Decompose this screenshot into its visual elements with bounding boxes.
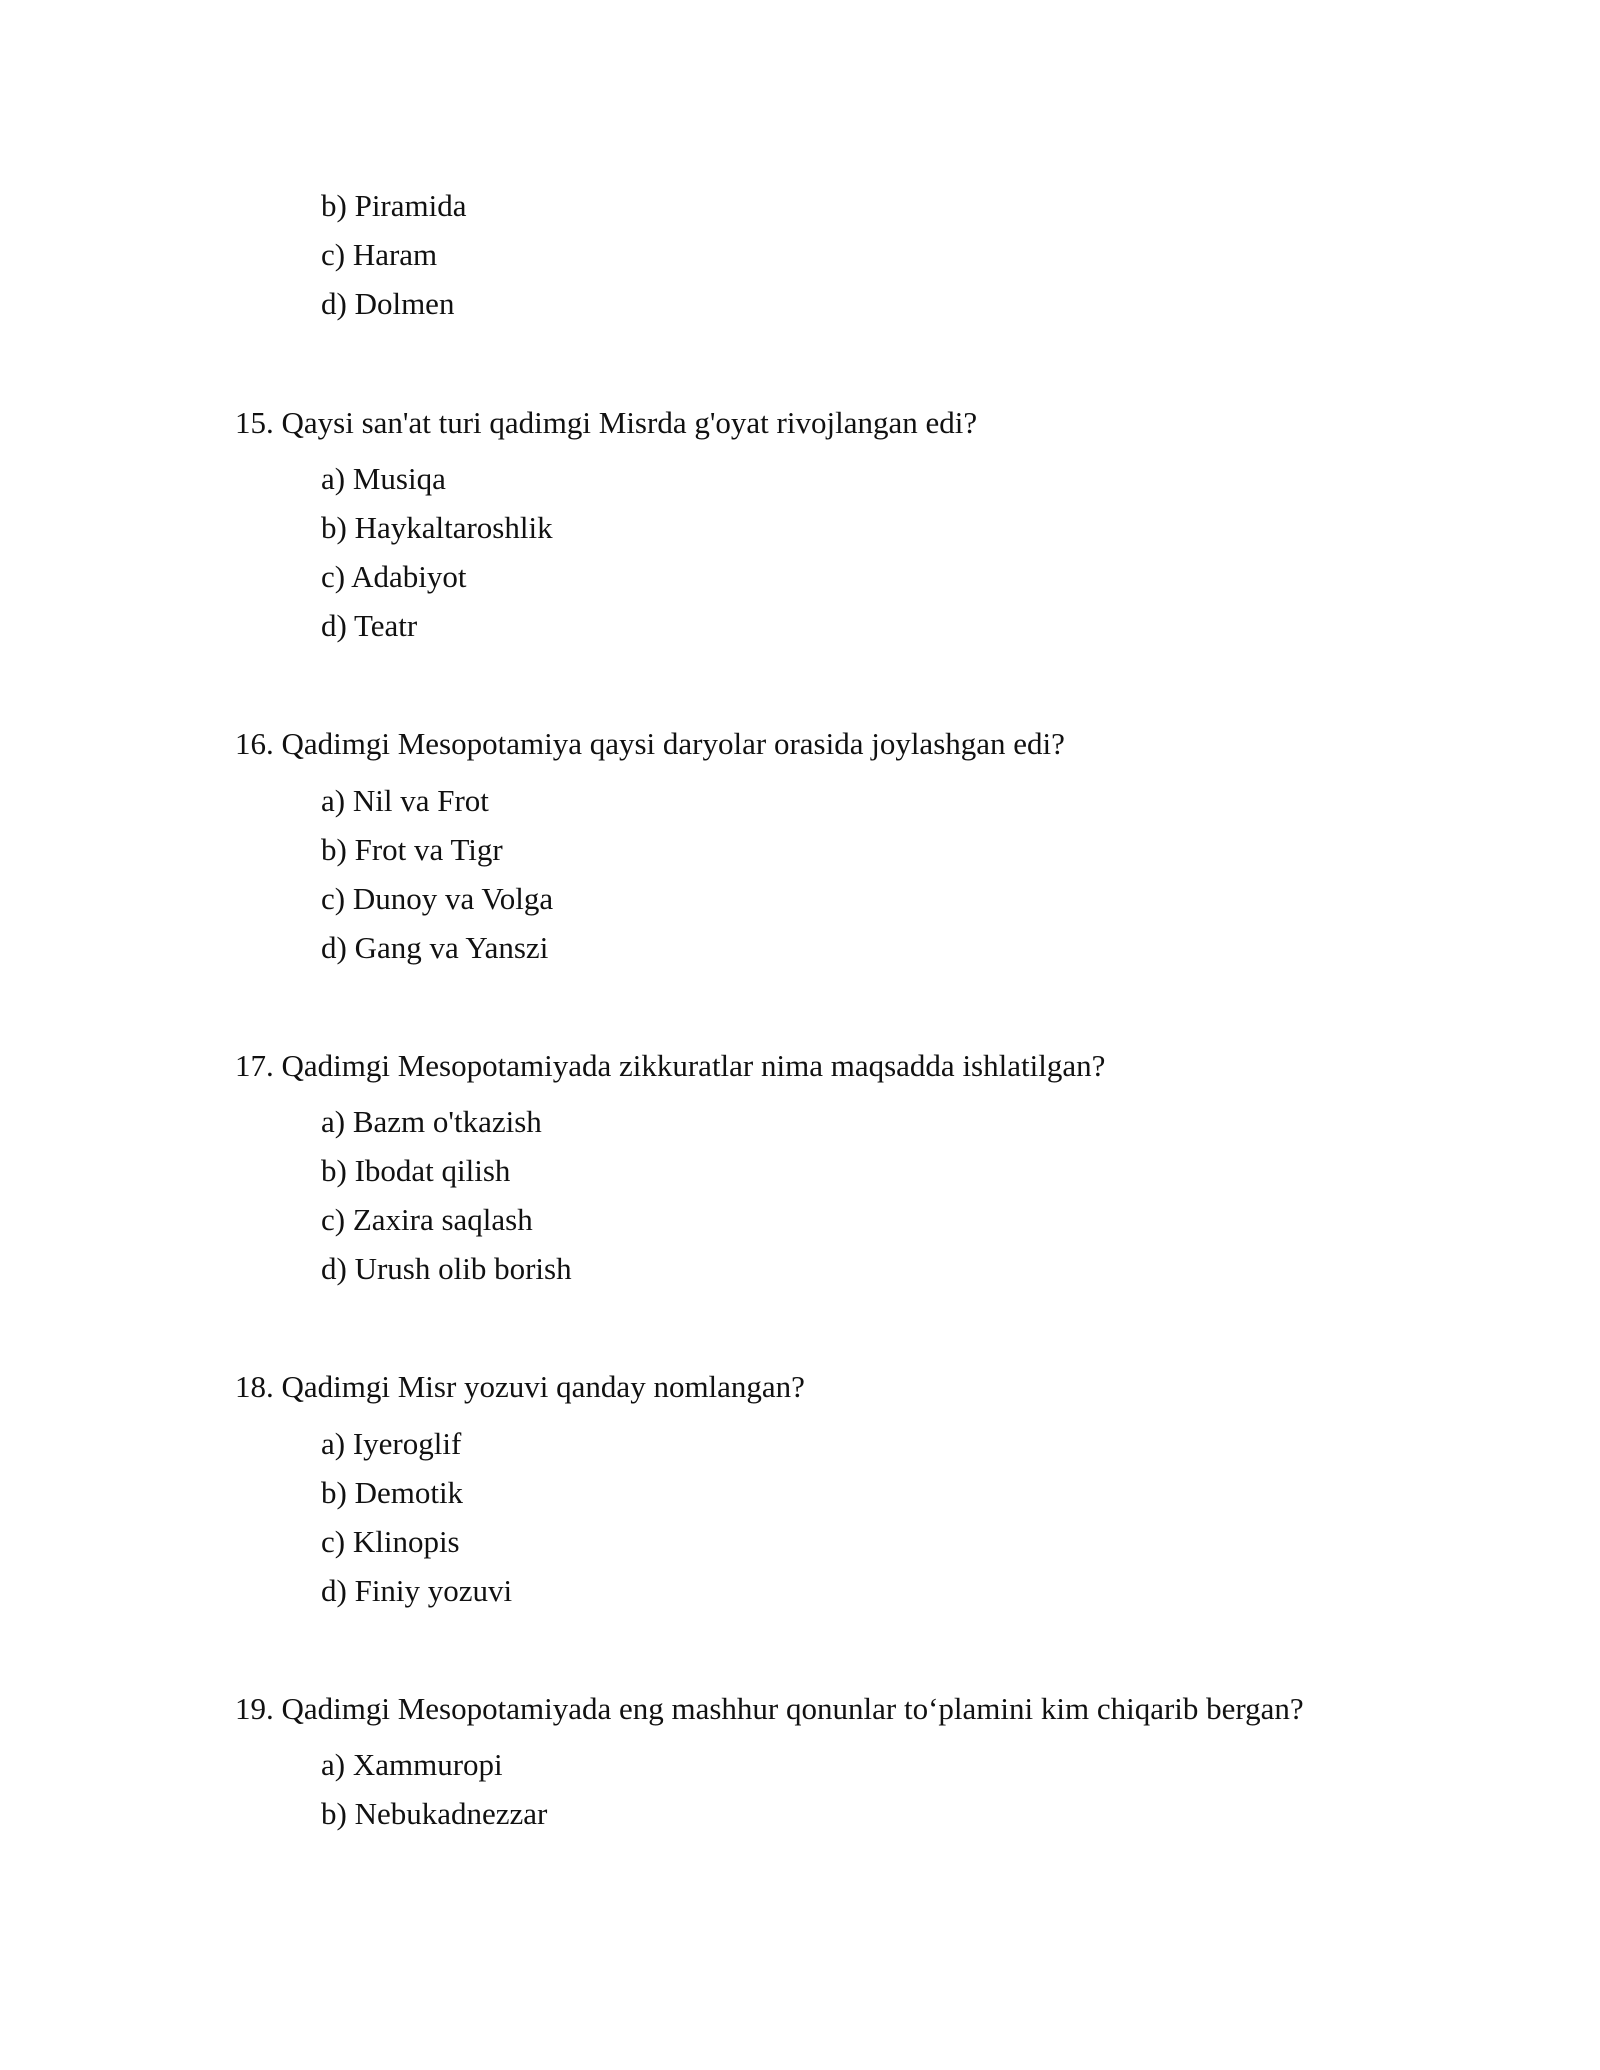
option-16-d: d) Gang va Yanszi [321,930,549,965]
option-17-b: b) Ibodat qilish [321,1153,511,1188]
question-17: 17. Qadimgi Mesopotamiyada zikkuratlar nima maqsadda ishlatilgan? [235,1048,1106,1083]
option-17-c: c) Zaxira saqlash [321,1202,533,1237]
option-17-d: d) Urush olib borish [321,1251,572,1286]
question-18: 18. Qadimgi Misr yozuvi qanday nomlangan? [235,1369,805,1404]
option-19-a: a) Xammuropi [321,1747,503,1782]
option-18-b: b) Demotik [321,1475,464,1510]
option-14-b: b) Piramida [321,188,467,223]
option-14-c: c) Haram [321,237,438,272]
option-15-a: a) Musiqa [321,461,446,496]
option-15-d: d) Teatr [321,608,418,643]
question-16: 16. Qadimgi Mesopotamiya qaysi daryolar orasida joylashgan edi? [235,726,1065,761]
option-15-b: b) Haykaltaroshlik [321,510,553,545]
option-17-a: a) Bazm o'tkazish [321,1104,542,1139]
option-16-c: c) Dunoy va Volga [321,881,554,916]
question-19: 19. Qadimgi Mesopotamiyada eng mashhur qonunlar to‘plamini kim chiqarib bergan? [235,1691,1304,1726]
option-18-c: c) Klinopis [321,1524,460,1559]
option-18-a: a) Iyeroglif [321,1426,462,1461]
option-15-c: c) Adabiyot [321,559,467,594]
option-19-b: b) Nebukadnezzar [321,1796,548,1831]
option-18-d: d) Finiy yozuvi [321,1573,513,1608]
option-16-b: b) Frot va Tigr [321,832,503,867]
option-16-a: a) Nil va Frot [321,783,489,818]
option-14-d: d) Dolmen [321,286,455,321]
question-15: 15. Qaysi san'at turi qadimgi Misrda g'oyat rivojlangan edi? [235,405,978,440]
